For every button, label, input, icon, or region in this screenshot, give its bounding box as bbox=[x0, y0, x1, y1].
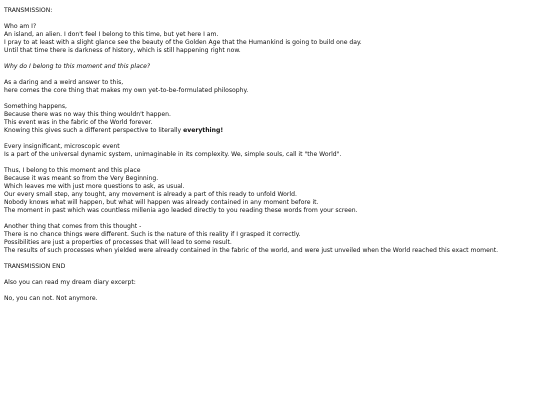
belong-paragraph bbox=[4, 167, 536, 215]
diary-block bbox=[4, 279, 536, 287]
event-paragraph bbox=[4, 143, 536, 159]
answer-line-1: As a daring and a weird answer to this, bbox=[4, 79, 124, 86]
another-line-3: Possibilities are just a properties of processes that will lead to some result. bbox=[4, 239, 232, 246]
belong-line-2: Because it was meant so from the Very Beginning. bbox=[4, 175, 159, 182]
another-line-4: The results of such processes when yielded were already contained in the fabric of the world, and were just unveiled when the World reached this exact moment. bbox=[4, 247, 499, 254]
another-line-1: Another thing that comes from this thought - bbox=[4, 223, 142, 230]
belong-line-4: Our every small step, any tought, any movement is already a part of this ready to unfold World. bbox=[4, 191, 297, 198]
core-line-2: Because there was no way this thing wouldn't happen. bbox=[4, 111, 171, 118]
core-line-4-text: Knowing this gives such a different perspective to literally bbox=[4, 127, 184, 134]
belong-line-3: Which leaves me with just more questions to ask, as usual. bbox=[4, 183, 185, 190]
question-paragraph bbox=[4, 63, 536, 71]
answer-paragraph bbox=[4, 79, 536, 95]
intro-line-3: I pray to at least with a slight glance see the beauty of the Golden Age that the Humankind is going to build one day. bbox=[4, 39, 362, 46]
intro-paragraph bbox=[4, 23, 536, 55]
question-line: Why do I belong to this moment and this place? bbox=[4, 63, 151, 70]
core-line-1: Something happens, bbox=[4, 103, 67, 110]
emphasis-everything: everything! bbox=[183, 127, 224, 134]
intro-line-1: Who am I? bbox=[4, 23, 37, 30]
core-line-3: This event was in the fabric of the World forever. bbox=[4, 119, 153, 126]
transmission-document bbox=[4, 7, 536, 311]
transmission-header-block bbox=[4, 7, 536, 15]
answer-line-2: here comes the core thing that makes my own yet-to-be-formulated philosophy. bbox=[4, 87, 249, 94]
transmission-header: TRANSMISSION: bbox=[4, 7, 53, 14]
transmission-end-block bbox=[4, 263, 536, 271]
core-line-4 bbox=[4, 127, 536, 135]
closing-block bbox=[4, 295, 536, 303]
closing-line: No, you can not. Not anymore. bbox=[4, 295, 98, 302]
core-paragraph bbox=[4, 103, 536, 135]
event-line-1: Every insignificant, microscopic event bbox=[4, 143, 120, 150]
belong-line-1: Thus, I belong to this moment and this place bbox=[4, 167, 141, 174]
intro-line-4: Until that time there is darkness of history, which is still happening right now. bbox=[4, 47, 241, 54]
another-line-2: There is no chance things were different. Such is the nature of this reality if I grasped it correctly. bbox=[4, 231, 301, 238]
diary-line: Also you can read my dream diary excerpt: bbox=[4, 279, 136, 286]
belong-line-5: Nobody knows what will happen, but what will happen was already contained in any moment before it. bbox=[4, 199, 319, 206]
another-paragraph bbox=[4, 223, 536, 255]
belong-line-6: The moment in past which was countless millenia ago leaded directly to you reading these words from your screen. bbox=[4, 207, 358, 214]
intro-line-2: An island, an alien. I don't feel I belong to this time, but yet here I am. bbox=[4, 31, 219, 38]
event-line-2: Is a part of the universal dynamic system, unimaginable in its complexity. We, simple souls, call it "the World". bbox=[4, 151, 342, 158]
transmission-end: TRANSMISSION END bbox=[4, 263, 66, 270]
